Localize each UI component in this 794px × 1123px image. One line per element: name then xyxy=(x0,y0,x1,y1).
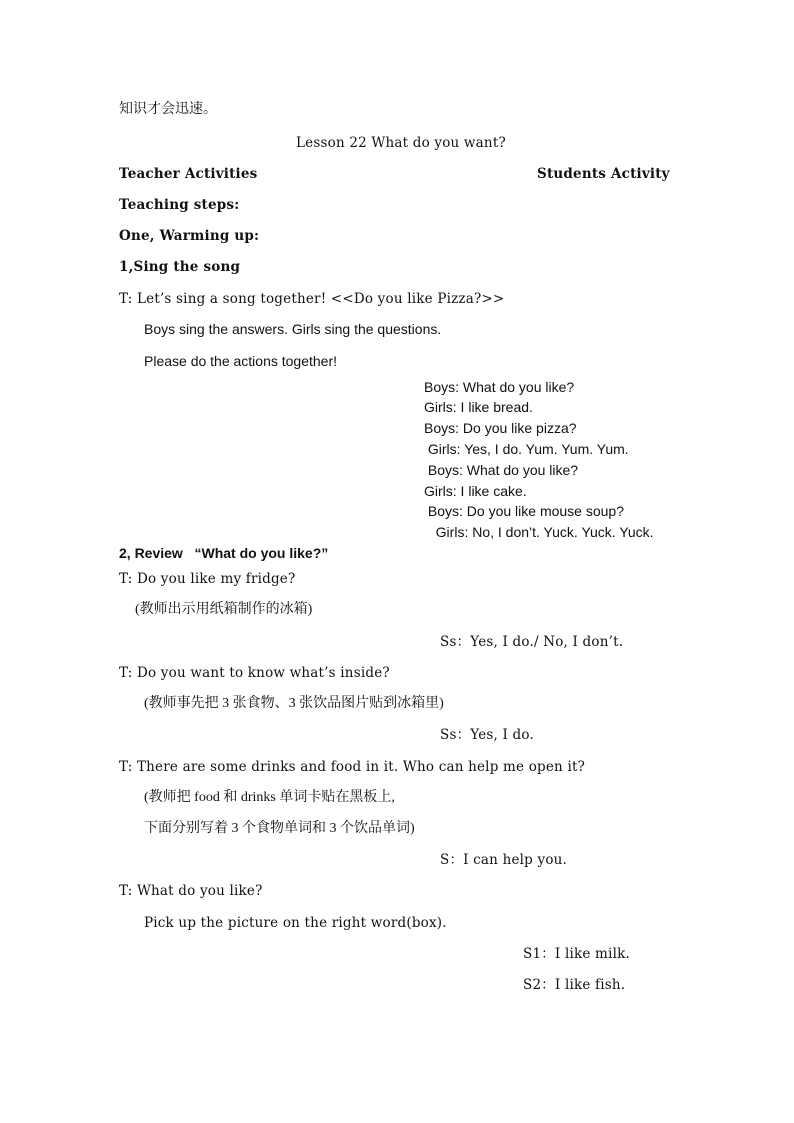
teacher-note: (教师把 food 和 drinks 单词卡贴在黑板上, xyxy=(144,790,395,805)
teacher-song-line: T: Let’s sing a song together! <<Do you like Pizza?>> xyxy=(119,291,505,307)
lesson-title: Lesson 22 What do you want? xyxy=(296,135,506,151)
teaching-steps-heading: Teaching steps: xyxy=(119,197,240,213)
lyric-line: Boys: Do you like mouse soup? xyxy=(424,503,624,519)
student-response: S：I can help you. xyxy=(440,852,568,868)
review-heading: 2, Review “What do you like?” xyxy=(119,545,329,561)
teacher-line: T: Do you want to know what’s inside? xyxy=(119,665,390,681)
students-activity-header: Students Activity xyxy=(537,166,670,182)
teacher-note: (教师出示用纸箱制作的冰箱) xyxy=(135,602,313,617)
student-response: S1：I like milk. xyxy=(523,946,630,962)
teacher-note: (教师事先把 3 张食物、3 张饮品图片贴到冰箱里) xyxy=(144,696,444,711)
lyric-line: Boys: What do you like? xyxy=(424,462,579,478)
lyric-line: Girls: I like bread. xyxy=(424,399,533,415)
teacher-note: 下面分别写着 3 个食物单词和 3 个饮品单词) xyxy=(144,821,415,836)
students-response: Ss：Yes, I do./ No, I don’t. xyxy=(440,634,624,650)
teacher-line: T: What do you like? xyxy=(119,883,263,899)
intro-text: 知识才会迅速。 xyxy=(119,102,217,117)
lyric-line: Girls: Yes, I do. Yum. Yum. Yum. xyxy=(424,441,629,457)
teacher-line: Pick up the picture on the right word(box). xyxy=(144,915,447,931)
sing-the-song-heading: 1,Sing the song xyxy=(119,259,241,275)
warming-up-heading: One, Warming up: xyxy=(119,228,260,244)
lyric-line: Girls: No, I don’t. Yuck. Yuck. Yuck. xyxy=(424,524,654,540)
teacher-activities-header: Teacher Activities xyxy=(119,166,258,182)
lyric-line: Girls: I like cake. xyxy=(424,483,527,499)
lyric-line: Boys: What do you like? xyxy=(424,379,575,395)
song-instruction: Please do the actions together! xyxy=(144,353,338,369)
teacher-line: T: There are some drinks and food in it. Who can help me open it? xyxy=(119,759,586,775)
student-response: S2：I like fish. xyxy=(523,977,626,993)
song-instruction: Boys sing the answers. Girls sing the questions. xyxy=(144,321,442,337)
lyric-line: Boys: Do you like pizza? xyxy=(424,420,577,436)
teacher-line: T: Do you like my fridge? xyxy=(119,571,296,587)
students-response: Ss：Yes, I do. xyxy=(440,727,534,743)
